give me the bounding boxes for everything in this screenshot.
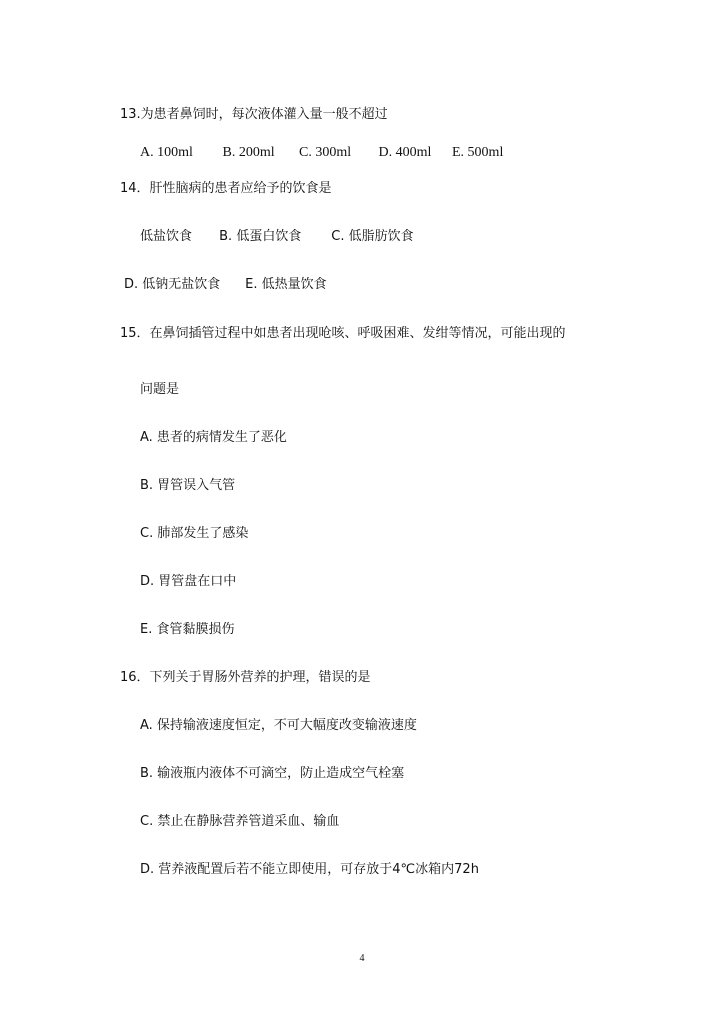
question-14-options-row2 <box>124 277 327 293</box>
q15-option-d: D. 胃管盘在口中 <box>140 574 237 589</box>
page-number: 4 <box>359 953 365 964</box>
q14-option-d: D. 低钠无盐饮食 <box>124 277 221 292</box>
q13-option-b: B. 200ml <box>222 145 275 160</box>
question-15-stem-line2: 问题是 <box>140 382 180 397</box>
q16-option-b: B. 输液瓶内液体不可滴空，防止造成空气栓塞 <box>140 766 405 781</box>
question-15-stem-line1: 15．在鼻饲插管过程中如患者出现呛咳、呼吸困难、发绀等情况，可能出现的 <box>120 326 566 341</box>
q15-option-a: A. 患者的病情发生了恶化 <box>140 430 287 445</box>
q16-option-c: C. 禁止在静脉营养管道采血、输血 <box>140 814 340 829</box>
question-13-options <box>140 145 503 161</box>
question-14-options-row1 <box>140 229 414 245</box>
q14-option-b: B. 低蛋白饮食 <box>219 229 302 244</box>
q15-option-b: B. 胃管误入气管 <box>140 478 236 493</box>
q15-option-c: C. 肺部发生了感染 <box>140 526 249 541</box>
question-14-stem: 14．肝性脑病的患者应给予的饮食是 <box>120 181 332 196</box>
q16-option-d: D. 营养液配置后若不能立即使用，可存放于4℃冰箱内72h <box>140 862 479 877</box>
question-16-stem: 16．下列关于胃肠外营养的护理，错误的是 <box>120 670 371 685</box>
question-13-stem: 13.为患者鼻饲时，每次液体灌入量一般不超过 <box>120 107 388 122</box>
q14-option-e: E. 低热量饮食 <box>245 277 327 292</box>
q14-option-c: C. 低脂肪饮食 <box>331 229 414 244</box>
q13-option-d: D. 400ml <box>378 145 432 160</box>
q14-option-a: 低盐饮食 <box>140 229 193 244</box>
q15-option-e: E. 食管黏膜损伤 <box>140 622 235 637</box>
q13-option-e: E. 500ml <box>452 145 504 160</box>
q16-option-a: A. 保持输液速度恒定，不可大幅度改变输液速度 <box>140 718 417 733</box>
q13-option-a: A. 100ml <box>140 145 193 160</box>
q13-option-c: C. 300ml <box>299 145 352 160</box>
